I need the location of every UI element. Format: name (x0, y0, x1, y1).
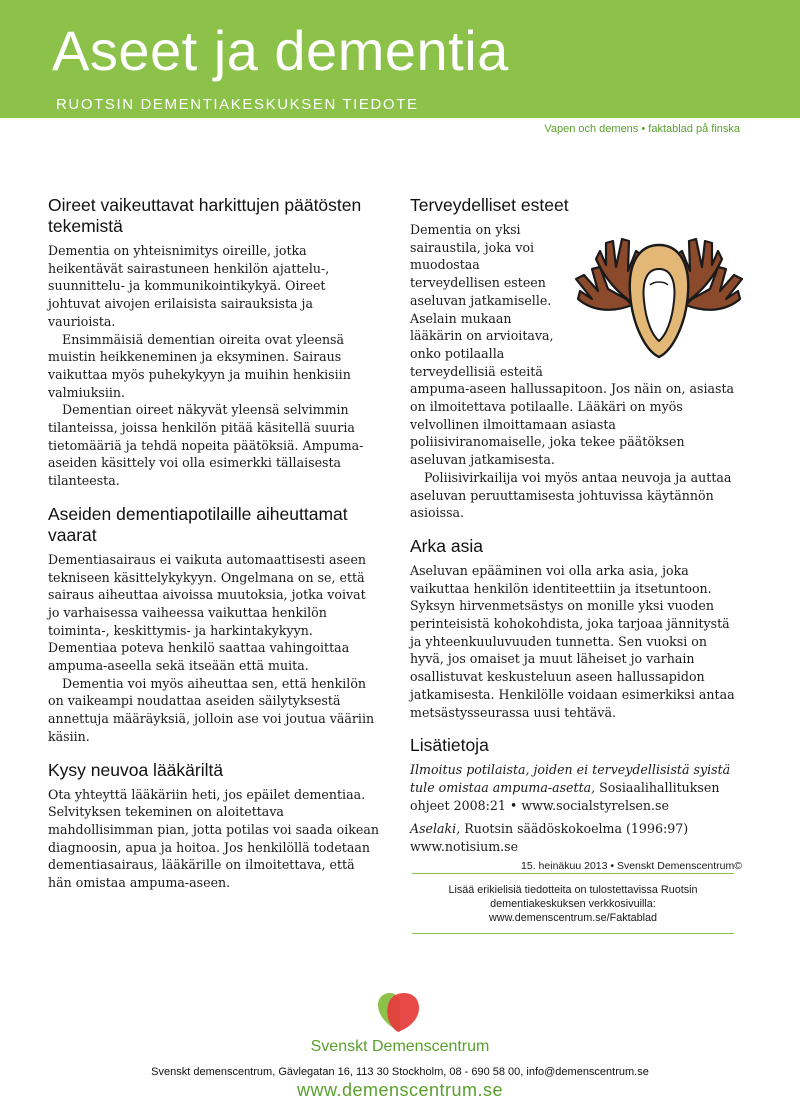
website-link[interactable]: www.demenscentrum.se (296, 1080, 504, 1100)
organization-name: Svenskt Demenscentrum (310, 1038, 490, 1055)
section-more-info (410, 735, 742, 872)
section-heading: Aseiden dementiapotilaille aiheuttamat vaarat (48, 503, 348, 545)
factsheets-link[interactable]: www.demenscentrum.se/Faktablad (488, 912, 658, 924)
reference-2 (410, 820, 742, 855)
reference-title: Aselaki, (410, 821, 461, 837)
right-column (410, 195, 742, 886)
paragraph: Dementia voi myös aiheuttaa sen, että henkilön on vaikeampi noudattaa aseiden säilytyksestä annettuja määräyksiä, jolloin ase voi joutua vääriin käsiin. (48, 675, 375, 744)
paragraph: Aseluvan epääminen voi olla arka asia, joka vaikuttaa henkilön identiteettiin ja itsetuntoon. Syksyn hirvenmetsästys on monille yksi vuoden perinteisistä kohokohdista, joka tarjoaa jännitystä ja yhteenkuuluvuuden tunnetta. Sen vuoksi on hyvä, jos omaiset ja muut läheiset jo varhain osallistuvat keskusteluun aseen hallussapidon jatkamisesta. Henkilölle voidaan esimerkiksi antaa metsästysseurassa uusi tehtävä. (410, 562, 735, 720)
paragraph: Dementian oireet näkyvät yleensä selvimmin tilanteissa, joissa henkilön pitää käsitellä suuria tietomääriä ja tehdä nopeita päätöksiä. Ampuma-aseiden käsittely voi olla esimerkki tällaisesta tilanteesta. (48, 402, 364, 489)
paragraph: Poliisivirkailija voi myös antaa neuvoja ja auttaa aseluvan peruuttamisesta johtuvissa käytännön asioissa. (410, 469, 732, 521)
reference-detail: Ruotsin säädöskokoelma (1996:97) www.notisium.se (410, 821, 689, 855)
left-column (48, 195, 380, 906)
section-sensitive-matter (410, 536, 742, 721)
section-heading: Kysy neuvoa lääkäriltä (48, 759, 224, 780)
section-doctor-advice (48, 760, 380, 892)
organization-address: Svenskt demenscentrum, Gävlegatan 16, 113 30 Stockholm, 08 - 690 58 00, info@demenscentrum.se (151, 1066, 649, 1078)
paragraph: Dementia on yksi sairaustila, joka voi muodostaa terveydellisen esteen aseluvan jatkamiselle. Aselain mukaan lääkärin on arvioitava, onko potilaalla terveydellisiä esteitä ampuma-aseen hallussapitoon. Jos näin on, asiasta on ilmoitettava potilaalle. Lääkäri on myös velvollinen ilmoittamaan asiasta poliisiviranomaiselle, joka tekee päätöksen aseluvan jatkamisesta. (410, 222, 735, 468)
heart-logo-icon (376, 992, 426, 1034)
reference-detail: Sosiaalihallituksen ohjeet 2008:21 • www.socialstyrelsen.se (410, 779, 720, 813)
paragraph: Dementia on yhteisnimitys oireille, jotka heikentävät sairastuneen henkilön ajattelu-, suunnittelu- ja kommunikointikykyä. Oireet johtuvat aivojen erilaisista sairauksista ja vaurioista. (48, 243, 330, 329)
infobox-line: dementiakeskuksen verkkosivuilla: (490, 898, 656, 910)
infobox-line: Lisää erikielisiä tiedotteita on tulostettavissa Ruotsin (448, 884, 698, 896)
series-label: Vapen och demens • faktablad på finska (544, 123, 740, 135)
more-factsheets-box (412, 873, 734, 934)
paragraph: Ensimmäisiä dementian oireita ovat yleensä muistin heikkeneminen ja eksyminen. Sairaus vaikuttaa myös puhekykyyn ja muihin henkisiin valmiuksiin. (48, 331, 351, 400)
header-banner (0, 0, 800, 118)
section-heading: Terveydelliset esteet (410, 195, 569, 215)
section-heading: Lisätietoja (410, 735, 489, 756)
section-heading: Oireet vaikeuttavat harkittujen päätösten tekemistä (48, 195, 362, 236)
section-symptoms (48, 195, 380, 490)
section-health-obstacles (410, 195, 742, 522)
moose-antlers-trophy-icon (566, 229, 752, 361)
page-subtitle: RUOTSIN DEMENTIAKESKUKSEN TIEDOTE (56, 96, 419, 113)
section-dangers (48, 504, 380, 746)
page-title: Aseet ja dementia (52, 19, 509, 82)
reference-1 (410, 761, 742, 814)
publication-date: 15. heinäkuu 2013 • Svenskt Demenscentrum© (521, 859, 742, 872)
section-heading: Arka asia (410, 535, 483, 556)
reference-title: Ilmoitus potilaista, joiden ei terveydellisistä syistä tule omistaa ampuma-asetta, (410, 762, 731, 795)
paragraph: Ota yhteyttä lääkäriin heti, jos epäilet dementiaa. Selvityksen tekeminen on aloitettava mahdollisimman pian, jotta potilas voi saada oikean diagnoosin, apua ja hoitoa. Jos henkilöllä todetaan dementiasairaus, lääkärille on ilmoitettava, että hän omistaa ampuma-aseen. (48, 786, 379, 891)
paragraph: Dementiasairaus ei vaikuta automaattisesti aseen tekniseen käsittelykykyyn. Ongelmana on se, että sairaus aiheuttaa aivoissa muutoksia, jotka voivat jo varhaisessa vaiheessa vaikuttaa henkilön toiminta-, keskittymis- ja harkintakykyyn. Dementiaa poteva henkilö saattaa vahingoittaa ampuma-aseella sekä itseään että muita. (48, 551, 367, 674)
